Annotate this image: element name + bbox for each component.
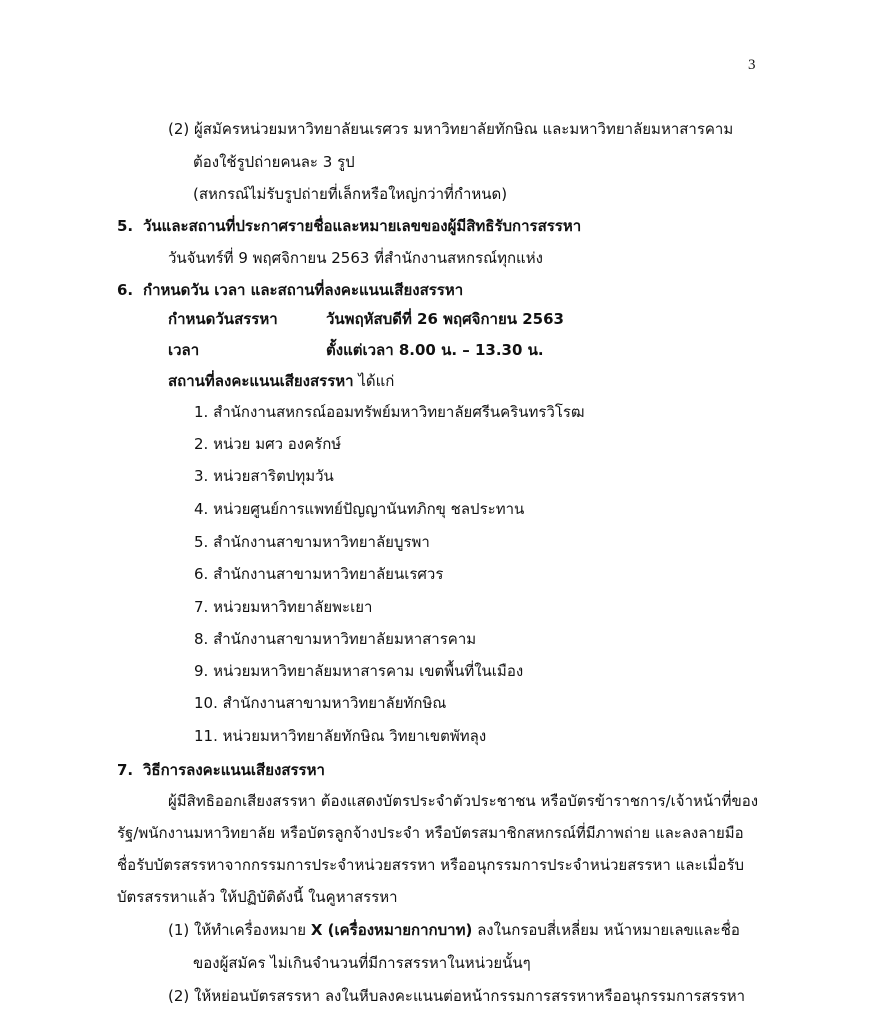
- venue-item: 3. หน่วยสาริตปทุมวัน: [194, 467, 334, 485]
- section7-para-line2: รัฐ/พนักงานมหาวิทยาลัย หรือบัตรลูกจ้างประจำ หรือบัตรสมาชิกสหกรณ์ที่มีภาพถ่าย และลงลายมือ: [117, 824, 744, 842]
- venue-item: 9. หน่วยมหาวิทยาลัยมหาสารคาม เขตพื้นที่ในเมือง: [194, 662, 524, 680]
- section7-para-line1: ผู้มีสิทธิออกเสียงสรรหา ต้องแสดงบัตรประจำตัวประชาชน หรือบัตรข้าราชการ/เจ้าหน้าที่ของ: [168, 792, 759, 810]
- venue-item: 4. หน่วยศูนย์การแพทย์ปัญญานันทภิกขุ ชลประทาน: [194, 500, 525, 518]
- section6-number: 6.: [117, 281, 134, 299]
- section7-item1-prefix: (1) ให้ทำเครื่องหมาย: [168, 921, 311, 939]
- section7-item1-bold: X (เครื่องหมายกากบาท): [310, 921, 473, 939]
- venue-item: 6. สำนักงานสาขามหาวิทยาลัยนเรศวร: [194, 565, 444, 583]
- venue-item: 5. สำนักงานสาขามหาวิทยาลัยบูรพา: [194, 533, 430, 551]
- section7-item2: (2) ให้หย่อนบัตรสรรหา ลงในหีบลงคะแนนต่อหน้ากรรมการสรรหาหรืออนุกรรมการสรรหา: [168, 987, 746, 1005]
- section6-venue-suffix: ได้แก่: [353, 372, 395, 390]
- section6-date-row: [168, 309, 564, 329]
- page-number: 3: [748, 57, 756, 73]
- venue-item: 11. หน่วยมหาวิทยาลัยทักษิณ วิทยาเขตพัทลุง: [194, 727, 487, 745]
- section7-number: 7.: [117, 761, 134, 779]
- section7-item1-line2: ของผู้สมัคร ไม่เกินจำนวนที่มีการสรรหาในหน่วยนั้นๆ: [193, 954, 531, 972]
- venue-item: 10. สำนักงานสาขามหาวิทยาลัยทักษิณ: [194, 694, 447, 712]
- section7-para-line3: ชื่อรับบัตรสรรหาจากกรรมการประจำหน่วยสรรหา หรืออนุกรรมการประจำหน่วยสรรหา และเมื่อรับ: [117, 856, 745, 874]
- venue-item: 7. หน่วยมหาวิทยาลัยพะเยา: [194, 598, 373, 616]
- section4-item2-line2: ต้องใช้รูปถ่ายคนละ 3 รูป: [193, 153, 355, 171]
- section6-date-label: กำหนดวันสรรหา: [168, 310, 278, 328]
- section5-text: วันจันทร์ที่ 9 พฤศจิกายน 2563 ที่สำนักงานสหกรณ์ทุกแห่ง: [168, 249, 543, 267]
- section4-item2-note: (สหกรณ์ไม่รับรูปถ่ายที่เล็กหรือใหญ่กว่าที่กำหนด): [193, 185, 508, 203]
- section6-heading: กำหนดวัน เวลา และสถานที่ลงคะแนนเสียงสรรหา: [143, 281, 464, 299]
- section6-time-row: [168, 340, 544, 360]
- section5-heading: วันและสถานที่ประกาศรายชื่อและหมายเลขของผู้มีสิทธิรับการสรรหา: [143, 217, 582, 235]
- section6-date-value: วันพฤหัสบดีที่ 26 พฤศจิกายน 2563: [326, 310, 564, 328]
- section4-item2-line1: (2) ผู้สมัครหน่วยมหาวิทยาลัยนเรศวร มหาวิทยาลัยทักษิณ และมหาวิทยาลัยมหาสารคาม: [168, 120, 734, 138]
- section7-heading-row: [117, 760, 325, 780]
- section6-time-value: ตั้งแต่เวลา 8.00 น. – 13.30 น.: [326, 341, 544, 359]
- section6-time-label: เวลา: [168, 341, 200, 359]
- section6-venue-row: [168, 371, 394, 391]
- section7-item1-suffix: ลงในกรอบสี่เหลี่ยม หน้าหมายเลขและชื่อ: [472, 921, 740, 939]
- section5-heading-row: [117, 216, 581, 236]
- venue-item: 8. สำนักงานสาขามหาวิทยาลัยมหาสารคาม: [194, 630, 477, 648]
- section5-number: 5.: [117, 217, 134, 235]
- section7-para-line4: บัตรสรรหาแล้ว ให้ปฏิบัติดังนี้ ในคูหาสรรหา: [117, 888, 398, 906]
- section6-venue-label: สถานที่ลงคะแนนเสียงสรรหา: [168, 372, 354, 390]
- section7-item1-line1: [168, 920, 740, 940]
- section6-heading-row: [117, 280, 463, 300]
- section7-heading: วิธีการลงคะแนนเสียงสรรหา: [143, 761, 325, 779]
- venue-item: 1. สำนักงานสหกรณ์ออมทรัพย์มหาวิทยาลัยศรีนครินทรวิโรฒ: [194, 403, 585, 421]
- venue-item: 2. หน่วย มศว องครักษ์: [194, 435, 342, 453]
